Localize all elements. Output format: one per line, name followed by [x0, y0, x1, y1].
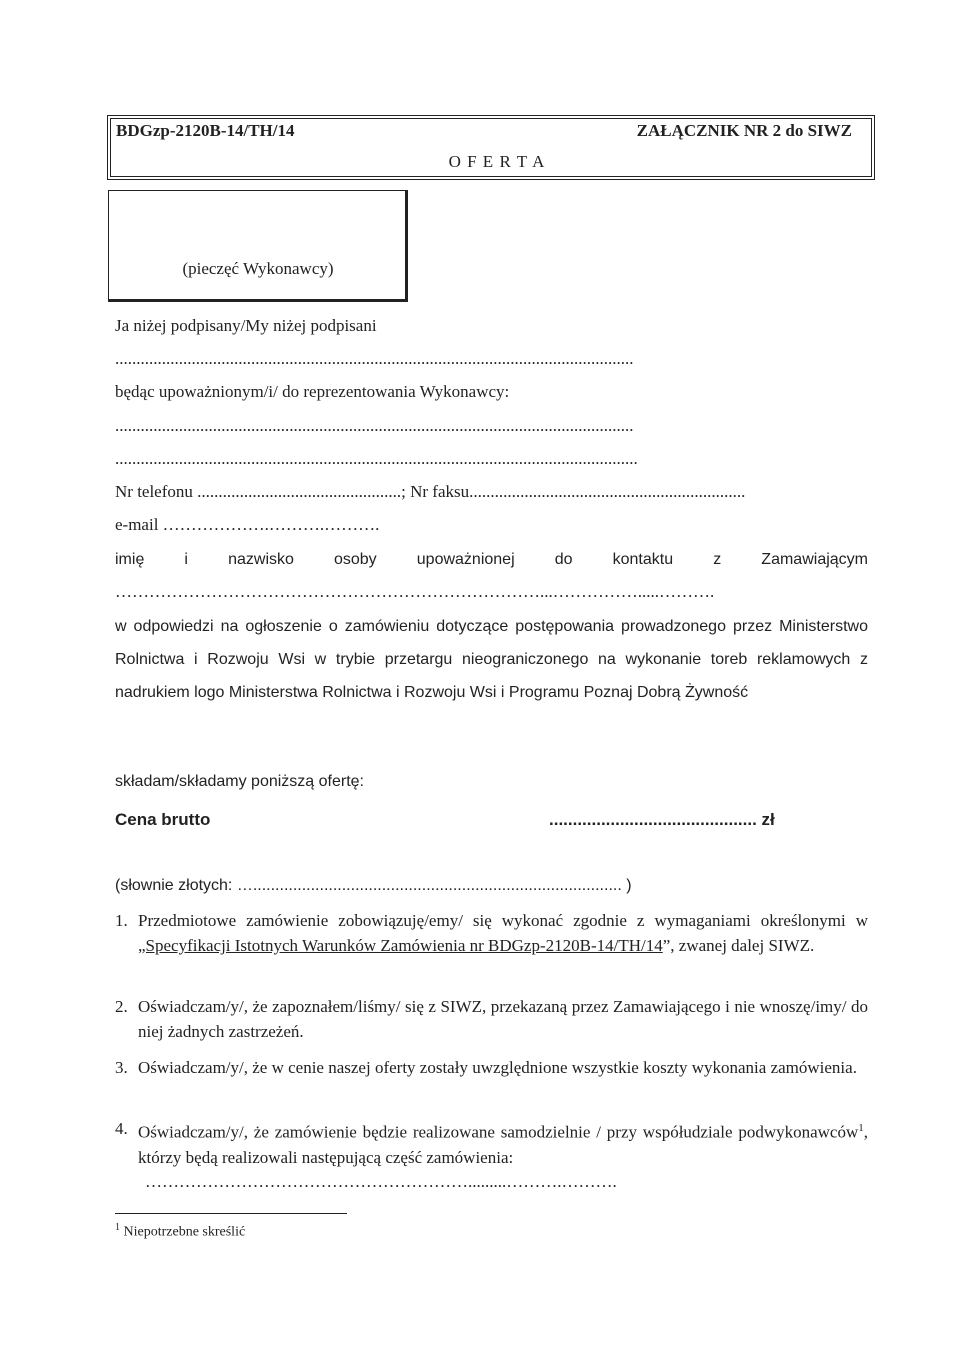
item-number: 4. [115, 1119, 128, 1138]
phone-fax-line: Nr telefonu ................................................; Nr faksu................................................................. [115, 482, 746, 501]
intro-paragraph: w odpowiedzi na ogłoszenie o zamówieniu dotyczące postępowania prowadzonego przez Ministerstwo Rolnictwa i Rozwoju Wsi w trybie przetargu nieograniczonego na wykonanie toreb reklamowych z nadrukiem logo Ministerstwa Rolnictwa i Rozwoju Wsi i Programu Poznaj Dobrą Żywność [115, 618, 868, 701]
list-item [115, 1116, 868, 1170]
subcontract-dots: ………………………………………………….........……….………. [145, 1172, 617, 1191]
document-title: O F E R T A [448, 152, 546, 171]
siwz-reference: „Specyfikacji Istotnych Warunków Zamówienia nr BDGzp-2120B-14/TH/14 [138, 936, 663, 955]
contractor-dots-2: ........................................................................................................................... [115, 449, 638, 468]
contact-person-label: imię i nazwisko osoby upoważnionej do kontaktu z Zamawiającym [115, 551, 868, 568]
footnote-divider [115, 1213, 347, 1214]
submit-label: składam/składamy poniższą ofertę: [115, 773, 364, 790]
stamp-label: (pieczęć Wykonawcy) [182, 259, 334, 278]
contractor-dots-1: .......................................................................................................................... [115, 416, 634, 435]
item-number: 1. [115, 911, 128, 930]
contact-dots: …………………………………………………………………...…………….....………. [115, 582, 715, 601]
price-in-words: (słownie złotych: …................................................................................... ) [115, 877, 632, 894]
item-text: Oświadczam/y/, że zapoznałem/liśmy/ się z SIWZ, przekazaną przez Zamawiającego i nie wnoszę/imy/ do niej żadnych zastrzeżeń. [138, 997, 868, 1041]
item-text: Przedmiotowe zamówienie zobowiązuję/emy/ się wykonać zgodnie z wymaganiami określonymi w „Specyfikacji Istotnych Warunków Zamówienia nr BDGzp-2120B-14/TH/14”, zwanej dalej SIWZ. [138, 911, 868, 955]
item-number: 3. [115, 1058, 128, 1077]
item-number: 2. [115, 997, 128, 1016]
price-value: ............................................ zł [549, 810, 775, 829]
price-label: Cena brutto [115, 810, 211, 829]
signatory-label: Ja niżej podpisany/My niżej podpisani [115, 316, 377, 335]
item-text: Oświadczam/y/, że w cenie naszej oferty zostały uwzględnione wszystkie koszty wykonania zamówienia. [138, 1058, 857, 1077]
contractor-stamp-box [108, 190, 408, 302]
item-text: Oświadczam/y/, że zamówienie będzie realizowane samodzielnie / przy współudziale podwykonawców$^1$, którzy będą realizowali następującą część zamówienia: [138, 1122, 868, 1167]
email-line: e-mail ……………….……….………. [115, 515, 380, 534]
footnote-ref: 1 [858, 1122, 864, 1134]
reference-number: BDGzp-2120B-14/TH/14 [116, 121, 295, 140]
list-item [115, 994, 868, 1044]
annex-label: ZAŁĄCZNIK NR 2 do SIWZ [636, 121, 852, 140]
footnote [115, 1222, 245, 1241]
header-box [107, 115, 875, 180]
footnote-marker: 1 [115, 1222, 120, 1233]
signatory-dots: .......................................................................................................................... [115, 349, 634, 368]
footnote-text: Niepotrzebne skreślić [123, 1224, 246, 1240]
list-item [115, 1055, 868, 1080]
authorized-label: będąc upoważnionym/i/ do reprezentowania Wykonawcy: [115, 382, 510, 401]
list-item [115, 908, 868, 958]
